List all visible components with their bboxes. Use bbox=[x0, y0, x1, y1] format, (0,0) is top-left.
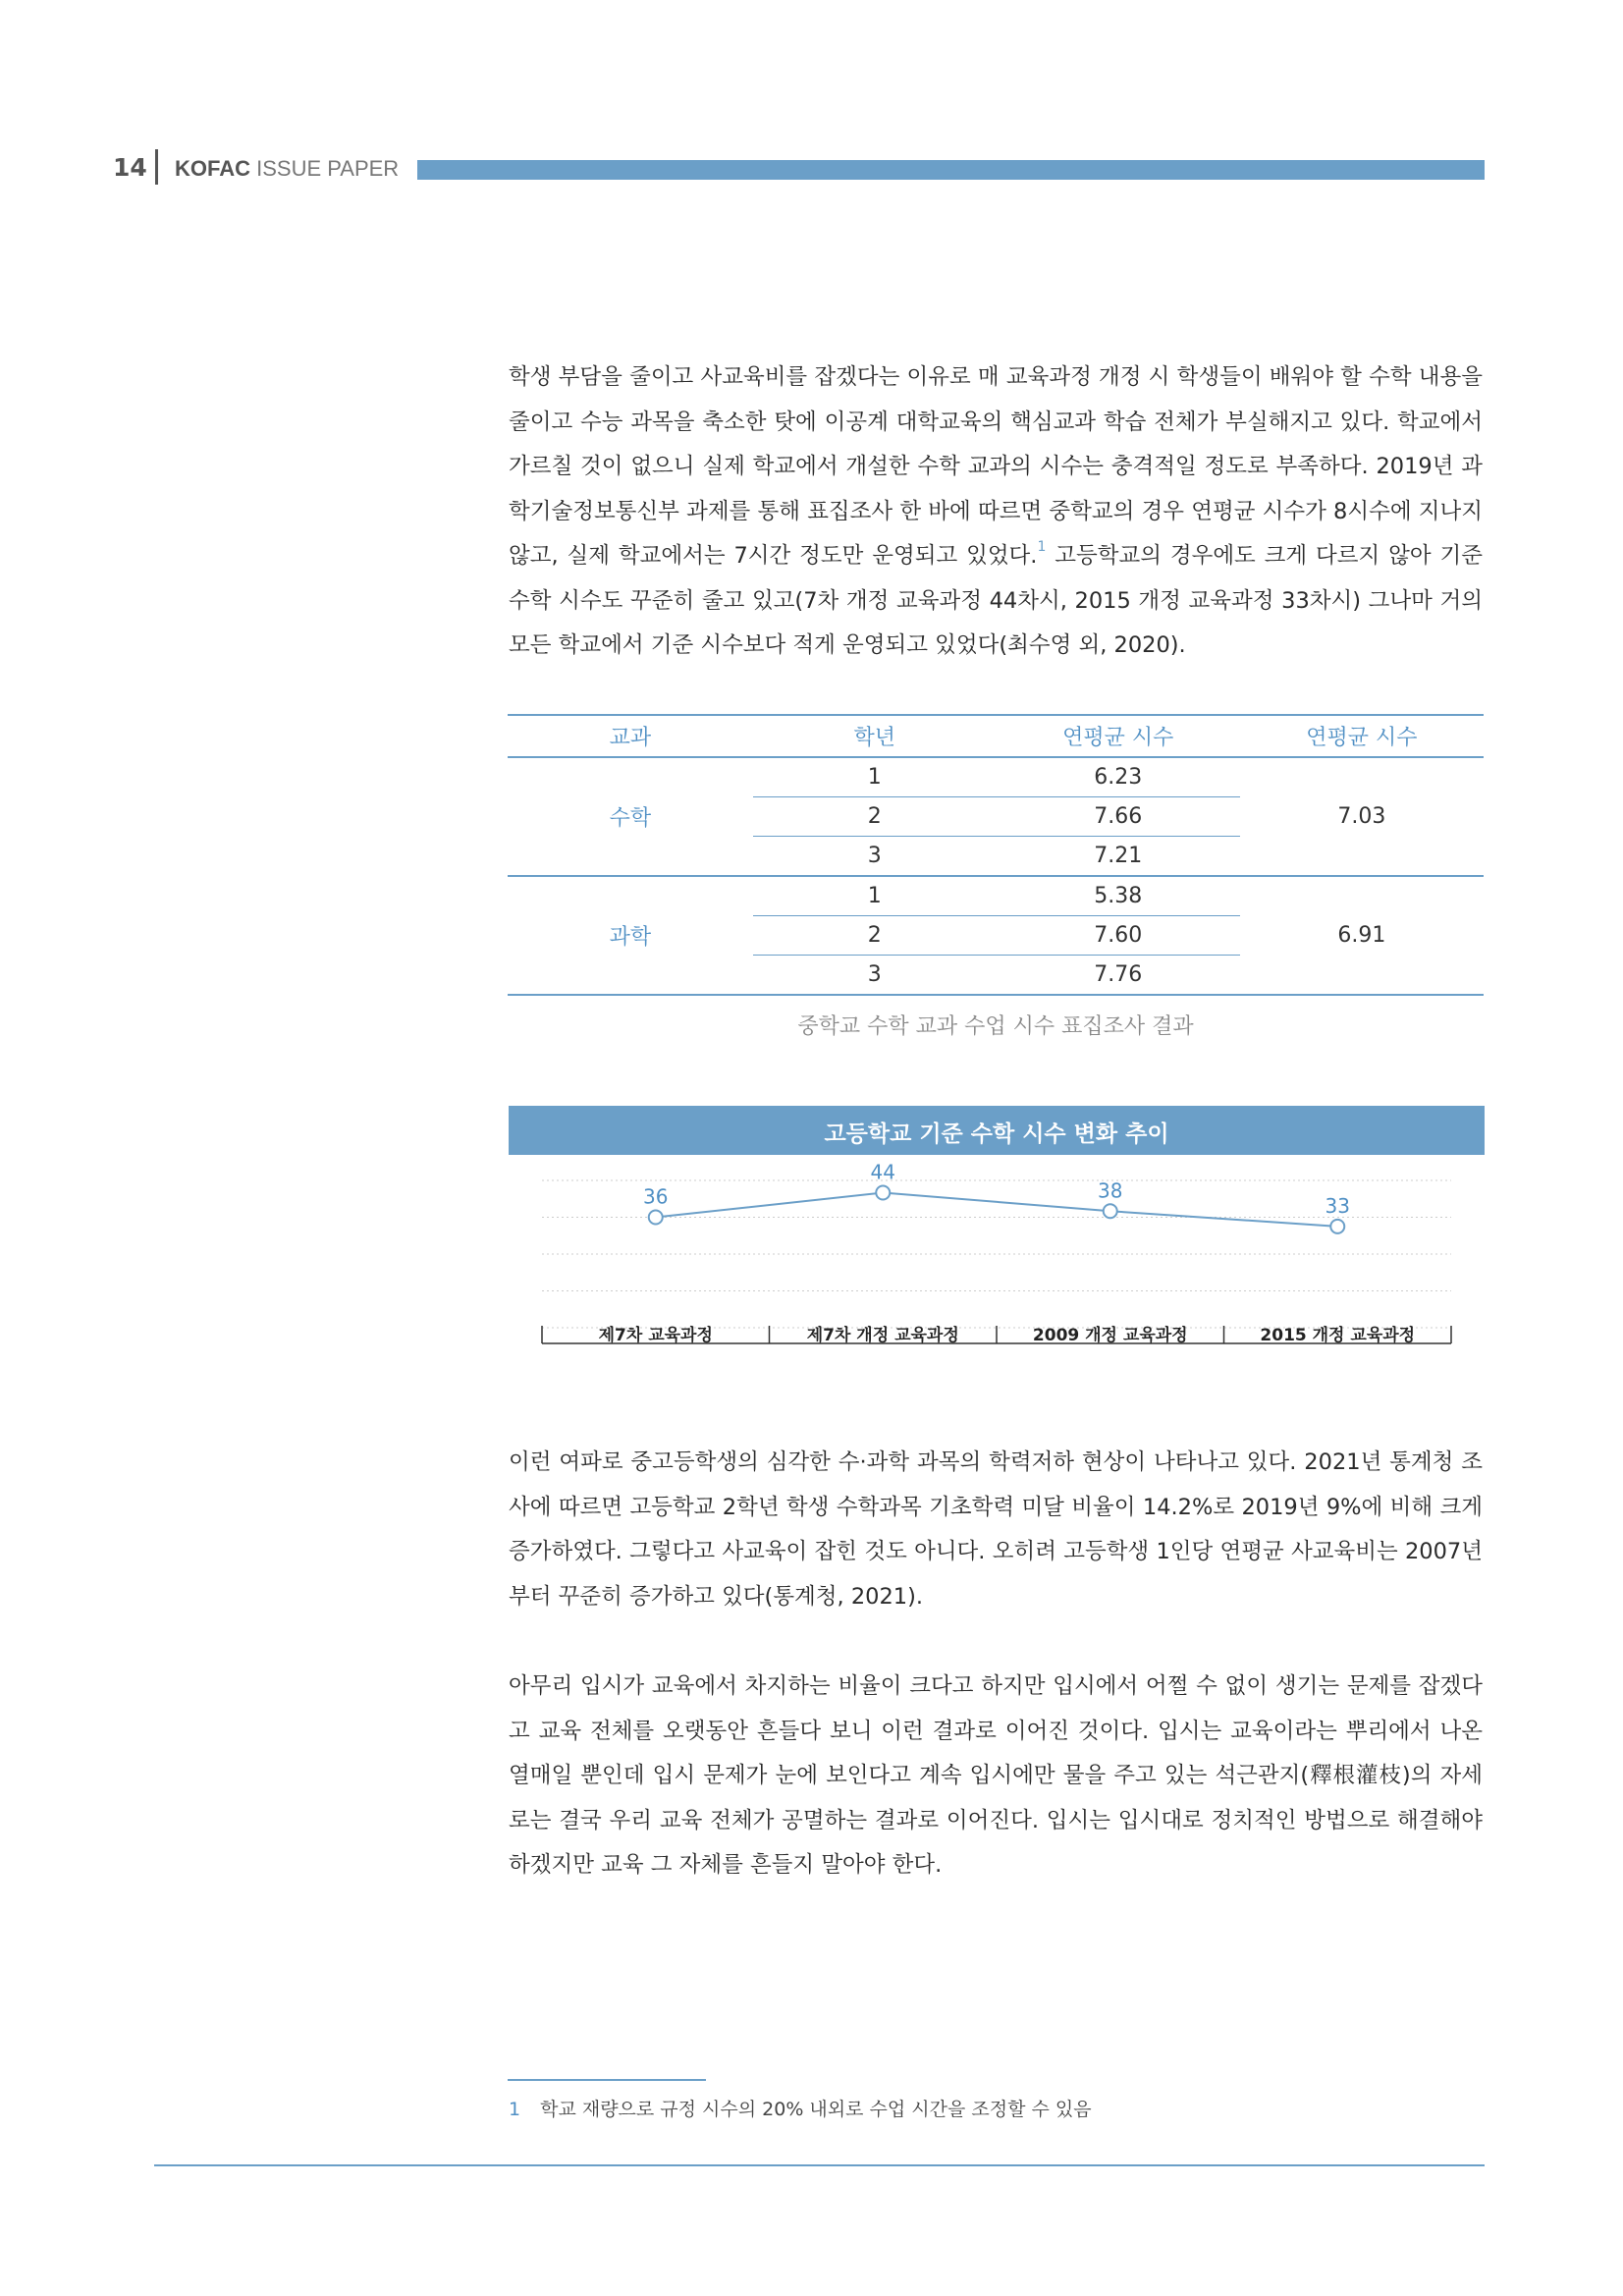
subject-science: 과학 bbox=[508, 876, 753, 995]
science-average: 6.91 bbox=[1240, 876, 1484, 995]
subject-math: 수학 bbox=[508, 757, 753, 876]
math-hours-chart bbox=[509, 1106, 1485, 1391]
brand-bold: KOFAC bbox=[175, 156, 250, 181]
header-annual-hours: 연평균 시수 bbox=[997, 715, 1240, 757]
data-point bbox=[1104, 1204, 1117, 1218]
data-label: 44 bbox=[870, 1160, 895, 1184]
paragraph-1-text-a: 학생 부담을 줄이고 사교육비를 잡겠다는 이유로 매 교육과정 개정 시 학생들이 배워야 할 수학 내용을 줄이고 수능 과목을 축소한 탓에 이공계 대학교육의 핵심교과 학습 전체가 부실해지고 있다. 학교에서 가르칠 것이 없으니 실제 학교에서 개설한 수학 교과의 시수는 충격적일 정도로 부족하다. 2019년 과학기술정보통신부 과제를 통해 표집조사 한 바에 따르면 중학교의 경우 연평균 시수가 8시수에 지나지 않고, 실제 학교에서는 7시간 정도만 운영되고 있었다. bbox=[509, 364, 1483, 569]
footnote-text: 학교 재량으로 규정 시수의 20% 내외로 수업 시간을 조정할 수 있음 bbox=[540, 2099, 1092, 2120]
paragraph-1-text-b: 고등학교의 경우에도 크게 다르지 않아 기준 수학 시수도 꾸준히 줄고 있고(7차 개정 교육과정 44차시, 2015 개정 교육과정 33차시) 그나마 거의 모든 학교에서 기준 시수보다 적게 운영되고 있었다(최수영 외, 2020). bbox=[509, 543, 1483, 658]
hours-cell: 7.60 bbox=[997, 916, 1240, 956]
paragraph-2: 이런 여파로 중고등학생의 심각한 수·과학 과목의 학력저하 현상이 나타나고 있다. 2021년 통계청 조사에 따르면 고등학교 2학년 학생 수학과목 기초학력 미달 비율이 14.2%로 2019년 9%에 비해 크게 증가하였다. 그렇다고 사교육이 잡힌 것도 아니다. 오히려 고등학생 1인당 연평균 사교육비는 2007년부터 꾸준히 증가하고 있다(통계청, 2021). bbox=[509, 1449, 1483, 1610]
grade-cell: 1 bbox=[753, 757, 997, 797]
data-point bbox=[649, 1211, 663, 1225]
grade-cell: 2 bbox=[753, 916, 997, 956]
x-tick-label: 2009 개정 교육과정 bbox=[1032, 1326, 1188, 1345]
hours-cell: 7.66 bbox=[997, 797, 1240, 837]
table-row bbox=[508, 876, 1484, 916]
header-annual-hours-avg: 연평균 시수 bbox=[1240, 715, 1484, 757]
page-number: 14 bbox=[113, 153, 147, 182]
footnote-ref[interactable]: 1 bbox=[1037, 539, 1047, 555]
hours-cell: 6.23 bbox=[997, 757, 1240, 797]
data-point bbox=[876, 1186, 890, 1200]
data-label: 33 bbox=[1325, 1193, 1350, 1218]
series-line bbox=[656, 1193, 1338, 1227]
x-tick-label: 제7차 교육과정 bbox=[598, 1326, 713, 1345]
x-tick-label: 2015 개정 교육과정 bbox=[1260, 1326, 1416, 1345]
footnote-number: 1 bbox=[509, 2099, 521, 2120]
header-bar bbox=[417, 160, 1485, 180]
data-point bbox=[1330, 1220, 1344, 1233]
data-label: 36 bbox=[643, 1184, 669, 1209]
hours-cell: 5.38 bbox=[997, 876, 1240, 916]
hours-cell: 7.21 bbox=[997, 837, 1240, 877]
bottom-rule bbox=[154, 2164, 1485, 2166]
table-row bbox=[508, 757, 1484, 797]
table-caption: 중학교 수학 교과 수업 시수 표집조사 결과 bbox=[797, 1014, 1194, 1039]
x-tick-label: 제7차 개정 교육과정 bbox=[806, 1326, 959, 1345]
table-header-row bbox=[508, 715, 1484, 757]
chart-plot bbox=[509, 1155, 1485, 1391]
chart-title: 고등학교 기준 수학 시수 변화 추이 bbox=[824, 1121, 1169, 1147]
footnote-rule bbox=[508, 2079, 706, 2081]
footnote bbox=[509, 2095, 1092, 2121]
brand-rest: ISSUE PAPER bbox=[250, 156, 400, 181]
header-separator bbox=[155, 149, 158, 185]
hours-cell: 7.76 bbox=[997, 956, 1240, 996]
paragraph-3: 아무리 입시가 교육에서 차지하는 비율이 크다고 하지만 입시에서 어쩔 수 없이 생기는 문제를 잡겠다고 교육 전체를 오랫동안 흔들다 보니 이런 결과로 이어진 것이다. 입시는 교육이라는 뿌리에서 나온 열매일 뿐인데 입시 문제가 눈에 보인다고 계속 입시에만 물을 주고 있는 석근관지(釋根灌枝)의 자세로는 결국 우리 교육 전체가 공멸하는 결과로 이어진다. 입시는 입시대로 정치적인 방법으로 해결해야 하겠지만 교육 그 자체를 흔들지 말아야 한다. bbox=[509, 1673, 1483, 1878]
header-subject: 교과 bbox=[508, 715, 753, 757]
paragraph-1 bbox=[509, 355, 1483, 669]
header-grade: 학년 bbox=[753, 715, 997, 757]
grade-cell: 3 bbox=[753, 837, 997, 877]
publication-name bbox=[175, 156, 399, 182]
grade-cell: 3 bbox=[753, 956, 997, 996]
grade-cell: 2 bbox=[753, 797, 997, 837]
grade-cell: 1 bbox=[753, 876, 997, 916]
study-hours-table bbox=[508, 714, 1484, 996]
page-header bbox=[0, 0, 1623, 196]
math-average: 7.03 bbox=[1240, 757, 1484, 876]
data-label: 38 bbox=[1098, 1178, 1123, 1203]
